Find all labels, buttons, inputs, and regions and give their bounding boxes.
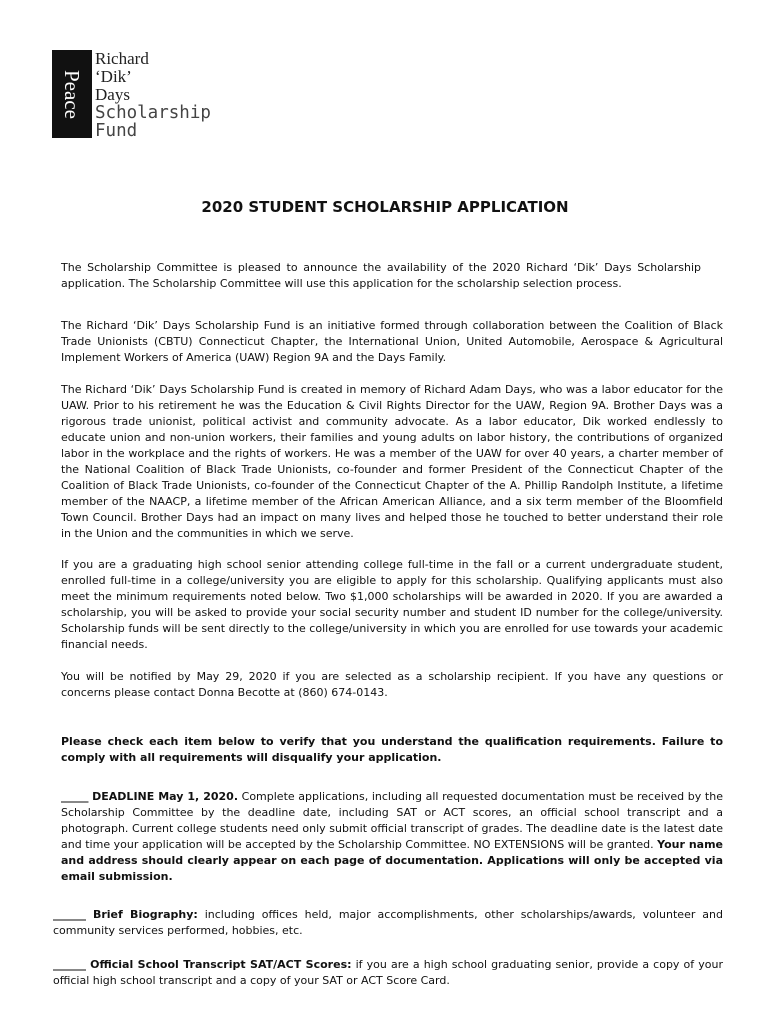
checklist-item-deadline <box>61 789 723 885</box>
logo-line: Days <box>95 85 130 104</box>
logo-line: ‘Dik’ <box>95 67 132 86</box>
biography-text: including offices held, major accomplishments, other scholarships/awards, volunteer and community services performed, hobbies, etc. <box>53 908 723 937</box>
fund-description-paragraph: The Richard ‘Dik’ Days Scholarship Fund is an initiative formed through collaboration between the Coalition of Black Trade Unionists (CBTU) Connecticut Chapter, the International Union, United Automobile, Aerospace & Agricultural Implement Workers of America (UAW) Region 9A and the Days Family. <box>61 319 723 364</box>
transcript-text: if you are a high school graduating senior, provide a copy of your official high school transcript and a copy of your SAT or ACT Score Card. <box>53 958 723 987</box>
biography-label: Brief Biography: <box>92 908 198 921</box>
checklist-item-transcript <box>53 957 723 989</box>
checkbox-blank[interactable]: _____ <box>61 790 89 803</box>
checkbox-blank[interactable]: ______ <box>53 908 86 921</box>
page-title: 2020 STUDENT SCHOLARSHIP APPLICATION <box>201 198 569 216</box>
logo-black-bar <box>52 50 92 138</box>
logo-text <box>95 50 211 140</box>
deadline-label: DEADLINE May 1, 2020. <box>92 790 238 803</box>
logo-line: Richard <box>95 49 149 68</box>
logo-line: Fund <box>95 121 138 141</box>
notification-paragraph: You will be notified by May 29, 2020 if you are selected as a scholarship recipient. If you have any questions or concerns please contact Donna Becotte at (860) 674-0143. <box>61 670 723 699</box>
scholarship-fund-logo <box>52 50 232 140</box>
eligibility-paragraph: If you are a graduating high school senior attending college full-time in the fall or a current undergraduate student, enrolled full-time in a college/university you are eligible to apply for this scholarship. Qualifying applicants must also meet the minimum requirements noted below. Two $1,000 scholarships will be awarded in 2020. If you are awarded a scholarship, you will be asked to provide your social security number and student ID number for the college/university. Scholarship funds will be sent directly to the college/university in which you are enrolled for use towards your academic financial needs. <box>61 558 723 651</box>
checklist-item-biography <box>53 907 723 939</box>
checkbox-blank[interactable]: ______ <box>53 958 86 971</box>
intro-paragraph: The Scholarship Committee is pleased to announce the availability of the 2020 Richard ‘Dik’ Days Scholarship application. The Scholarship Committee will use this application for the scholarship selection process. <box>61 261 701 290</box>
logo-vertical-word: Peace <box>60 69 84 119</box>
logo-line: Scholarship <box>95 103 211 123</box>
checklist-instructions: Please check each item below to verify that you understand the qualification requirements. Failure to comply with all requirements will disqualify your application. <box>61 735 723 764</box>
transcript-label: Official School Transcript SAT/ACT Scores: <box>90 958 352 971</box>
deadline-text: Complete applications, including all requested documentation must be received by the Scholarship Committee by the deadline date, including SAT or ACT scores, an official school transcript and a photograph. Current college students need only submit official transcript of grades. The deadline date is the latest date and time your application will be accepted by the Scholarship Committee. NO EXTENSIONS will be granted. <box>61 790 723 851</box>
memorial-paragraph: The Richard ‘Dik’ Days Scholarship Fund is created in memory of Richard Adam Days, who was a labor educator for the UAW. Prior to his retirement he was the Education & Civil Rights Director for the UAW, Region 9A. Brother Days was a rigorous trade unionist, political activist and community advocate. As a labor educator, Dik worked endlessly to educate union and non-union workers, their families and young adults on labor history, the contributions of organized labor in the workplace and the rights of workers. He was a member of the UAW for over 40 years, a charter member of the National Coalition of Black Trade Unionists, co-founder and former President of the Connecticut Chapter of the Coalition of Black Trade Unionists, co-founder of the Connecticut Chapter of the A. Phillip Randolph Institute, a lifetime member of the NAACP, a lifetime member of the African American Alliance, and a six term member of the Bloomfield Town Council. Brother Days had an impact on many lives and helped those he touched to better understand their role in the Union and the communities in which we serve. <box>61 383 723 540</box>
deadline-bold-note: Your name and address should clearly appear on each page of documentation. Applications will only be accepted via email submission. <box>61 838 724 883</box>
